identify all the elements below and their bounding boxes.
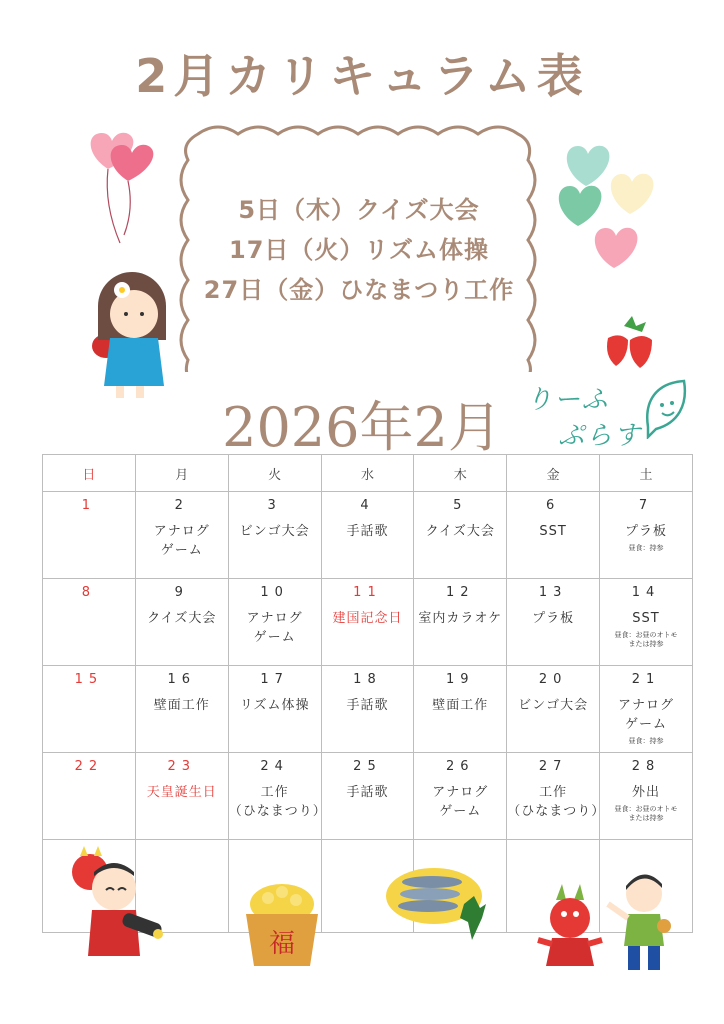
calendar-day-cell [321, 753, 414, 840]
day-number: 6 [546, 498, 561, 513]
girl-illustration [90, 262, 170, 402]
day-number: 22 [74, 759, 104, 774]
calendar-day-cell [507, 579, 600, 666]
day-event: 工作 （ひなまつり） [228, 785, 327, 819]
day-number: 17 [260, 672, 289, 687]
calendar-day-cell [43, 666, 136, 753]
calendar-day-cell [43, 579, 136, 666]
calendar-day-cell [600, 666, 693, 753]
day-number: 9 [174, 585, 189, 600]
day-event: SST [632, 611, 660, 626]
calendar-day-cell [414, 492, 507, 579]
day-event: 外出 [632, 785, 661, 800]
day-number: 5 [453, 498, 468, 513]
weekday-header: 月 [135, 455, 228, 492]
weekday-header: 木 [414, 455, 507, 492]
day-event: クイズ大会 [425, 524, 495, 539]
day-note: 昼食：お昼のオトモ または持参 [614, 631, 678, 648]
weekday-header: 水 [321, 455, 414, 492]
calendar-day-cell [414, 666, 507, 753]
day-event: 手話歌 [346, 785, 389, 800]
calendar-day-cell [507, 753, 606, 840]
day-event: 室内カラオケ [418, 611, 503, 626]
weekday-header: 土 [600, 455, 693, 492]
day-number: 23 [167, 759, 197, 774]
oni-mask-boy-illustration [66, 846, 170, 956]
svg-text:福: 福 [268, 929, 296, 959]
red-oni-illustration [536, 880, 604, 970]
day-event: アナログ ゲーム [153, 524, 210, 558]
day-event: 手話歌 [346, 524, 389, 539]
calendar-day-cell [321, 579, 414, 666]
day-note: 昼食：持参 [628, 737, 664, 745]
leaf-face-icon [642, 377, 690, 439]
calendar-day-cell [507, 492, 600, 579]
day-number: 24 [260, 759, 289, 774]
page-title: 2月カリキュラム表 [135, 49, 589, 103]
day-number: 7 [638, 498, 654, 513]
calendar-day-cell [43, 492, 136, 579]
day-event: 天皇誕生日 [146, 785, 217, 800]
calendar-day-cell [600, 579, 693, 666]
calendar-day-cell [43, 753, 136, 840]
day-number: 20 [538, 672, 568, 687]
fuku-beans-box-icon [240, 878, 324, 968]
calendar-day-cell [135, 753, 228, 840]
sardines-holly-icon [386, 860, 490, 940]
day-number: 15 [74, 672, 104, 687]
day-event: 手話歌 [346, 698, 389, 713]
day-event: 壁面工作 [432, 698, 489, 713]
logo-line-2: ぷらす [558, 421, 643, 451]
day-event: 壁面工作 [153, 698, 210, 713]
day-event: 建国記念日 [332, 611, 403, 626]
strawberries-icon [602, 312, 658, 370]
calendar-day-cell [135, 579, 228, 666]
event-line: 27日（金）ひなまつり工作 [203, 276, 515, 304]
day-event: プラ板 [625, 524, 668, 539]
day-event: プラ板 [532, 611, 575, 626]
day-event: ビンゴ大会 [518, 698, 589, 713]
day-number: 3 [267, 498, 282, 513]
day-note: 昼食：お昼のオトモ または持参 [614, 805, 678, 822]
day-number: 11 [353, 585, 382, 600]
day-number: 2 [174, 498, 189, 513]
calendar-day-cell [414, 579, 507, 666]
day-number: 13 [538, 585, 568, 600]
events-bubble [158, 120, 560, 372]
calendar-day-cell [600, 753, 693, 840]
candy-hearts-icon [552, 140, 656, 270]
day-number: 21 [631, 672, 661, 687]
calendar-day-cell [228, 492, 321, 579]
day-event: SST [539, 524, 567, 539]
calendar-day-cell [600, 492, 693, 579]
day-number: 12 [446, 585, 475, 600]
calendar-day-cell [228, 579, 321, 666]
weekday-header: 日 [43, 455, 136, 492]
calendar-day-cell [414, 753, 507, 840]
calendar-day-cell [228, 753, 327, 840]
heart-balloons-icon [80, 125, 160, 245]
calendar-day-cell [507, 666, 600, 753]
weekday-header: 火 [228, 455, 321, 492]
day-event: ビンゴ大会 [239, 524, 310, 539]
day-note: 昼食：持参 [628, 544, 664, 552]
weekday-header: 金 [507, 455, 600, 492]
calendar-day-cell [321, 666, 414, 753]
calendar-day-cell [228, 666, 321, 753]
day-event: 工作 （ひなまつり） [507, 785, 606, 819]
year-month-heading: 2026年2月 [222, 396, 502, 459]
day-event: クイズ大会 [147, 611, 217, 626]
day-number: 18 [353, 672, 382, 687]
day-event: リズム体操 [239, 698, 310, 713]
calendar-day-cell [135, 492, 228, 579]
day-number: 4 [360, 498, 375, 513]
event-line: 5日（木）クイズ大会 [238, 196, 480, 224]
day-number: 14 [631, 585, 661, 600]
leaf-plus-logo [522, 375, 692, 455]
day-number: 1 [81, 498, 97, 513]
event-line: 17日（火）リズム体操 [229, 236, 489, 264]
day-number: 8 [81, 585, 97, 600]
day-event: アナログ ゲーム [618, 698, 675, 732]
day-number: 10 [260, 585, 289, 600]
calendar-day-cell [135, 666, 228, 753]
day-event: アナログ ゲーム [246, 611, 303, 645]
day-number: 26 [446, 759, 475, 774]
day-number: 28 [631, 759, 661, 774]
calendar-day-cell [321, 492, 414, 579]
day-number: 27 [538, 759, 568, 774]
day-number: 19 [446, 672, 475, 687]
day-number: 25 [353, 759, 382, 774]
bean-throwing-boy-illustration [604, 870, 684, 974]
logo-line-1: りーふ [526, 385, 610, 415]
day-event: アナログ ゲーム [432, 785, 489, 819]
day-number: 16 [167, 672, 197, 687]
